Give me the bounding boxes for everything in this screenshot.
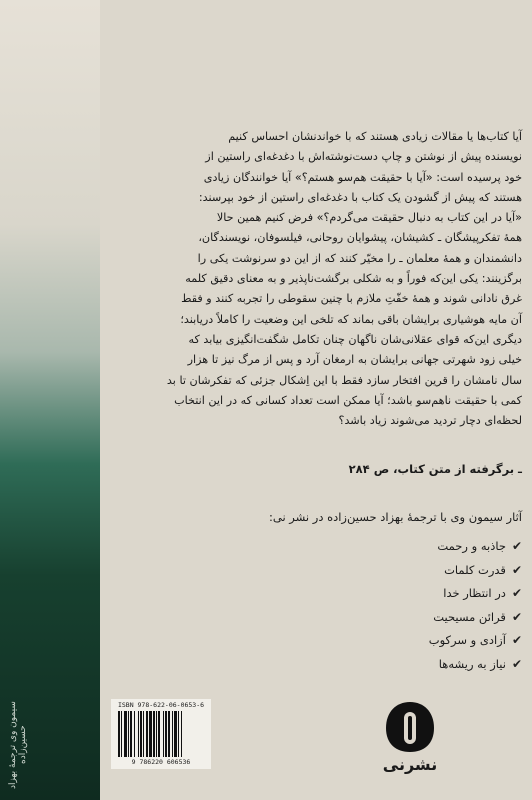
check-icon: ✔ — [511, 586, 522, 600]
barcode-digits: 9 786220 606536 — [131, 758, 191, 766]
list-item — [240, 607, 522, 631]
list-item — [240, 560, 522, 584]
barcode-bar — [168, 711, 170, 757]
barcode-bar — [140, 711, 142, 757]
work-title: قدرت کلمات — [444, 562, 506, 577]
check-icon: ✔ — [511, 656, 522, 671]
excerpt-line: نویسنده پیش از نوشتن و چاپ دست‌نوشته‌اش با دغدغه‌ای راستین از — [205, 150, 522, 164]
work-title: در انتظار خدا — [443, 586, 506, 600]
list-item — [240, 536, 522, 560]
barcode-bar — [172, 711, 173, 757]
nashr-ney-logo-icon — [384, 700, 436, 754]
check-icon: ✔ — [511, 562, 522, 577]
excerpt-line: کمی با حقیقت ناهم‌سو باشد؛ آیا ممکن است تعداد کسانی که در این انتخاب — [174, 393, 522, 407]
excerpt-line: غرق نادانی شوند و همهٔ خفّتِ ملازم با چنین سقوطی را تجربه کنند و فقط — [181, 292, 522, 306]
publisher-name: نشرنی — [382, 755, 438, 774]
excerpt-line: هستند که پیش از گشودن یک کتاب با دغدغه‌ای راستین از خود بپرسند: — [198, 190, 522, 204]
work-title: قرائن مسیحیت — [433, 609, 506, 624]
check-icon: ✔ — [511, 609, 522, 624]
barcode-bar — [178, 711, 179, 757]
excerpt-line: خیلی زود شهرتی جهانی برایشان به ارمغان آرد و پس از مرگ نیز تا هزار — [187, 353, 522, 367]
barcode-bar — [153, 711, 155, 757]
excerpt-line: آن مایه هوشیاری برایشان باقی بماند که تلخی این وضعیت را کاملاً دریابند؛ — [180, 312, 522, 326]
excerpt-line: دیگری این‌که قوای عقلانی‌شان ناگهان چنان تکامل شگفت‌انگیزی بیابد که — [188, 332, 522, 346]
excerpt-line: همهٔ تفکرپیشگان ـ کشیشان، پیشوایان روحانی، فیلسوفان، نویسندگان، — [198, 231, 522, 245]
work-title: نیاز به ریشه‌ها — [438, 656, 506, 671]
barcode-bar — [128, 711, 129, 757]
work-title: جاذبه و رحمت — [437, 539, 506, 553]
barcode-bar — [174, 711, 177, 757]
works-intro: آثار سیمون وی با ترجمهٔ بهزاد حسین‌زاده در نشر نی: — [268, 510, 522, 524]
excerpt-line: سال نامشان را قرین افتخار سازد فقط با این اِشکال جزئی که تفکرشان تا بد — [166, 373, 522, 387]
barcode-bar — [143, 711, 144, 757]
barcode-bar — [163, 711, 164, 757]
barcode-bar — [181, 711, 182, 757]
list-item — [240, 630, 522, 654]
excerpt-text — [108, 127, 522, 431]
excerpt-line: «آیا در این کتاب به دنبال حقیقت می‌گردم؟» فرض کنیم همین حالا — [216, 211, 522, 225]
barcode-bar — [149, 711, 152, 757]
excerpt-line: لحظه‌ای دچار تردید می‌شوند زیاد باشد؟ — [338, 414, 522, 428]
barcode-bar — [156, 711, 157, 757]
work-title: آزادی و سرکوب — [428, 633, 506, 647]
barcode-bar — [158, 711, 160, 757]
barcode-bar — [124, 711, 127, 757]
barcode-bar — [146, 711, 148, 757]
spine-text: سیمون وی ترجمهٔ بهزاد حسین‌زاده — [8, 701, 28, 789]
barcode-bar — [165, 711, 167, 757]
barcode-bar — [121, 711, 122, 757]
check-icon: ✔ — [511, 633, 522, 647]
barcode — [111, 699, 211, 769]
spine-gradient — [0, 0, 100, 800]
excerpt-line: دانشمندان و همهٔ معلمان ـ را مخیّر کنند که از این دو سرنوشت یکی را — [197, 251, 522, 265]
list-item — [240, 654, 522, 678]
barcode-bar — [130, 711, 132, 757]
barcode-bar — [134, 711, 135, 757]
excerpt-source: ـ برگرفته از متن کتاب، ص ۲۸۴ — [348, 462, 522, 476]
check-icon: ✔ — [511, 539, 522, 553]
excerpt-line: آیا کتاب‌ها یا مقالات زیادی هستند که با خواندنشان احساس کنیم — [228, 130, 522, 143]
barcode-bars — [117, 711, 205, 757]
list-item — [240, 583, 522, 607]
isbn-label: ISBN 978-622-06-0653-6 — [117, 701, 205, 709]
barcode-bar — [118, 711, 120, 757]
excerpt-line: خود پرسیده است: «آیا با حقیقت هم‌سو هستم؟» آیا خوانندگان زیادی — [203, 170, 522, 184]
excerpt-line: برگزینند: یکی این‌که فوراً و به شکلی برگشت‌ناپذیر و به معنای دقیق کلمه — [185, 272, 522, 286]
works-list — [240, 536, 522, 677]
barcode-bar — [138, 711, 139, 757]
